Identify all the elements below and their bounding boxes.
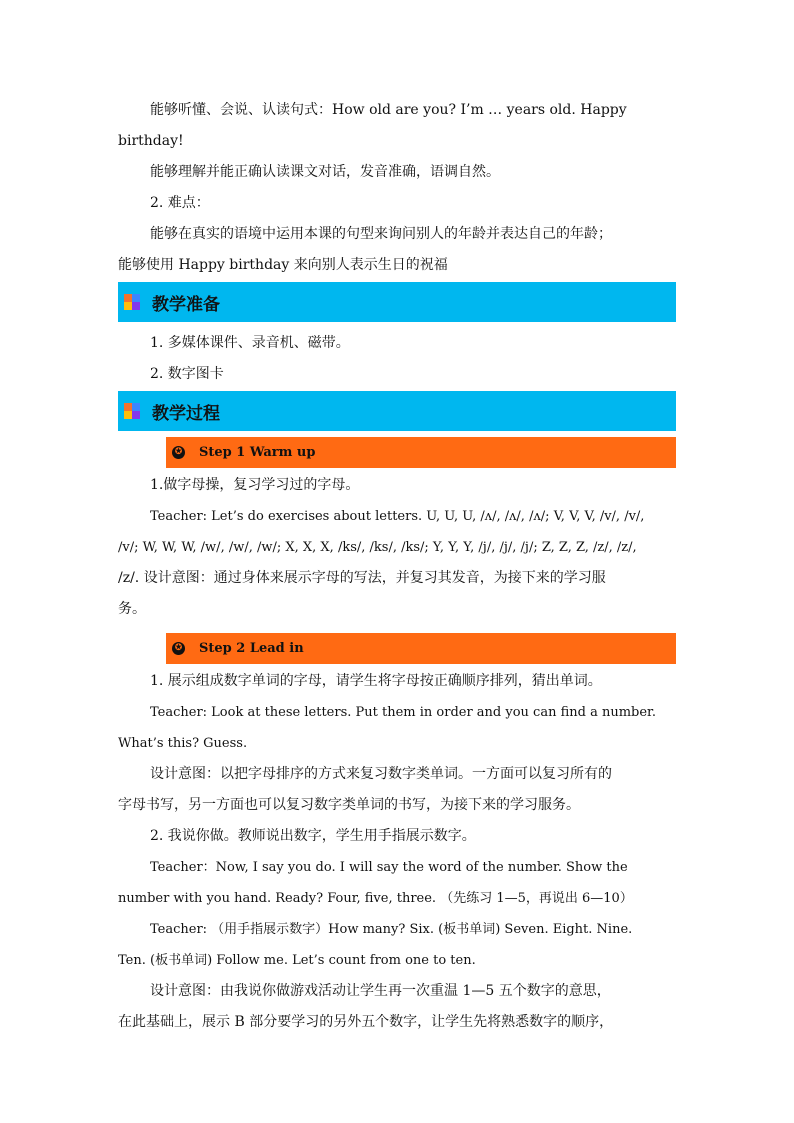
list-item: 1. 多媒体课件、录音机、磁带。 (150, 335, 350, 351)
paragraph-line: 设计意图：由我说你做游戏活动让学生再一次重温 1—5 五个数字的意思， (150, 983, 611, 999)
section-title: 教学过程 (152, 403, 220, 424)
step-title: Step 2 Lead in (199, 641, 304, 656)
paragraph-line: 能够理解并能正确认读课文对话，发音准确，语调自然。 (150, 164, 500, 180)
paragraph-line: 能够听懂、会说、认读句式：How old are you? I’m … years old. Happy (150, 102, 627, 118)
paragraph-line: Teacher：Now, I say you do. I will say the word of the number. Show the (150, 860, 628, 875)
paragraph-line: Teacher: （用手指展示数字）How many? Six. (板书单词) Seven. Eight. Nine. (150, 922, 633, 937)
windows-flag-icon (124, 294, 140, 310)
list-item: 2. 数字图卡 (150, 366, 224, 382)
paragraph-line: Teacher: Look at these letters. Put them in order and you can find a number. (150, 705, 656, 720)
paragraph-line: 设计意图：以把字母排序的方式来复习数字类单词。一方面可以复习所有的 (150, 766, 612, 782)
paragraph-line: 1.做字母操，复习学习过的字母。 (150, 477, 360, 493)
step-title: Step 1 Warm up (199, 445, 316, 460)
paragraph-line: 能够在真实的语境中运用本课的句型来询问别人的年龄并表达自己的年龄； (150, 226, 612, 242)
star-bullet-icon: ✪ (172, 642, 185, 655)
paragraph-line: number with you hand. Ready? Four, five, three. （先练习 1—5，再说出 6—10） (118, 891, 633, 906)
paragraph-line: 字母书写，另一方面也可以复习数字类单词的书写，为接下来的学习服务。 (118, 797, 580, 813)
paragraph-line: 在此基础上，展示 B 部分要学习的另外五个数字，让学生先将熟悉数字的顺序， (118, 1014, 614, 1030)
paragraph-line: What’s this? Guess. (118, 736, 248, 751)
paragraph-line: Teacher: Let’s do exercises about letters. U, U, U, /ʌ/, /ʌ/, /ʌ/; V, V, V, /v/, /v/, (150, 509, 645, 524)
paragraph-line: 2. 难点： (150, 195, 210, 211)
paragraph-line: /z/. 设计意图：通过身体来展示字母的写法，并复习其发音，为接下来的学习服 (118, 570, 606, 586)
windows-flag-icon (124, 403, 140, 419)
section-title: 教学准备 (152, 294, 220, 315)
section-header-process (118, 391, 676, 431)
paragraph-line: birthday! (118, 133, 184, 149)
paragraph-line: 能够使用 Happy birthday 来向别人表示生日的祝福 (118, 257, 448, 273)
paragraph-line: Ten. (板书单词) Follow me. Let’s count from one to ten. (118, 953, 476, 968)
step-header-1 (166, 437, 676, 468)
section-header-prep (118, 282, 676, 322)
paragraph-line: 务。 (118, 601, 146, 617)
document-page (118, 95, 676, 1038)
paragraph-line: 1. 展示组成数字单词的字母，请学生将字母按正确顺序排列，猜出单词。 (150, 673, 602, 689)
paragraph-line: 2. 我说你做。教师说出数字，学生用手指展示数字。 (150, 828, 476, 844)
step-header-2 (166, 633, 676, 664)
star-bullet-icon: ✪ (172, 446, 185, 459)
paragraph-line: /v/; W, W, W, /w/, /w/, /w/; X, X, X, /ks/, /ks/, /ks/; Y, Y, Y, /j/, /j/, /j/; Z, Z, Z, /z/, /z/, (118, 540, 637, 555)
